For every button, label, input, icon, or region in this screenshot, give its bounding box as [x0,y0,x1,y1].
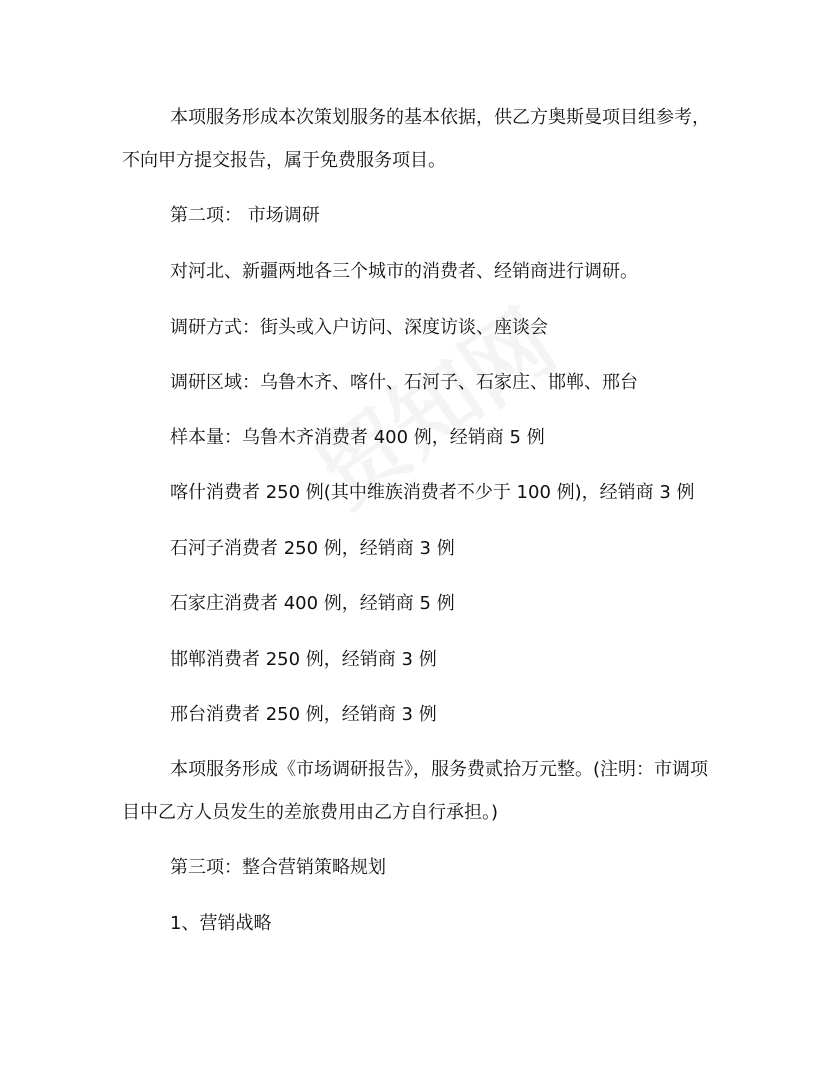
paragraph-report-fee: 本项服务形成《市场调研报告》，服务费贰拾万元整。(注明：市调项目中乙方人员发生的差旅费用由乙方自行承担。) [122,759,709,823]
paragraph-survey-method: 调研方式：街头或入户访问、深度访谈、座谈会 [170,317,548,338]
paragraph-service-basis: 本项服务形成本次策划服务的基本依据，供乙方奥斯曼项目组参考，不向甲方提交报告，属于免费服务项目。 [122,107,710,171]
heading-item-two: 第二项： 市场调研 [170,205,320,226]
paragraph-sample-shihezi: 石河子消费者 250 例，经销商 3 例 [170,538,455,559]
paragraph-sample-size: 样本量：乌鲁木齐消费者 400 例，经销商 5 例 [170,427,545,448]
heading-item-three: 第三项：整合营销策略规划 [170,857,386,878]
paragraph-survey-scope: 对河北、新疆两地各三个城市的消费者、经销商进行调研。 [170,261,638,282]
paragraph-sample-xingtai: 邢台消费者 250 例，经销商 3 例 [170,704,437,725]
heading-marketing-strategy: 1、营销战略 [170,913,272,934]
paragraph-sample-handan: 邯郸消费者 250 例，经销商 3 例 [170,649,437,670]
paragraph-survey-region: 调研区域：乌鲁木齐、喀什、石河子、石家庄、邯郸、邢台 [170,372,638,393]
paragraph-sample-shijiazhuang: 石家庄消费者 400 例，经销商 5 例 [170,593,455,614]
paragraph-sample-kashgar: 喀什消费者 250 例(其中维族消费者不少于 100 例)，经销商 3 例 [170,482,695,503]
